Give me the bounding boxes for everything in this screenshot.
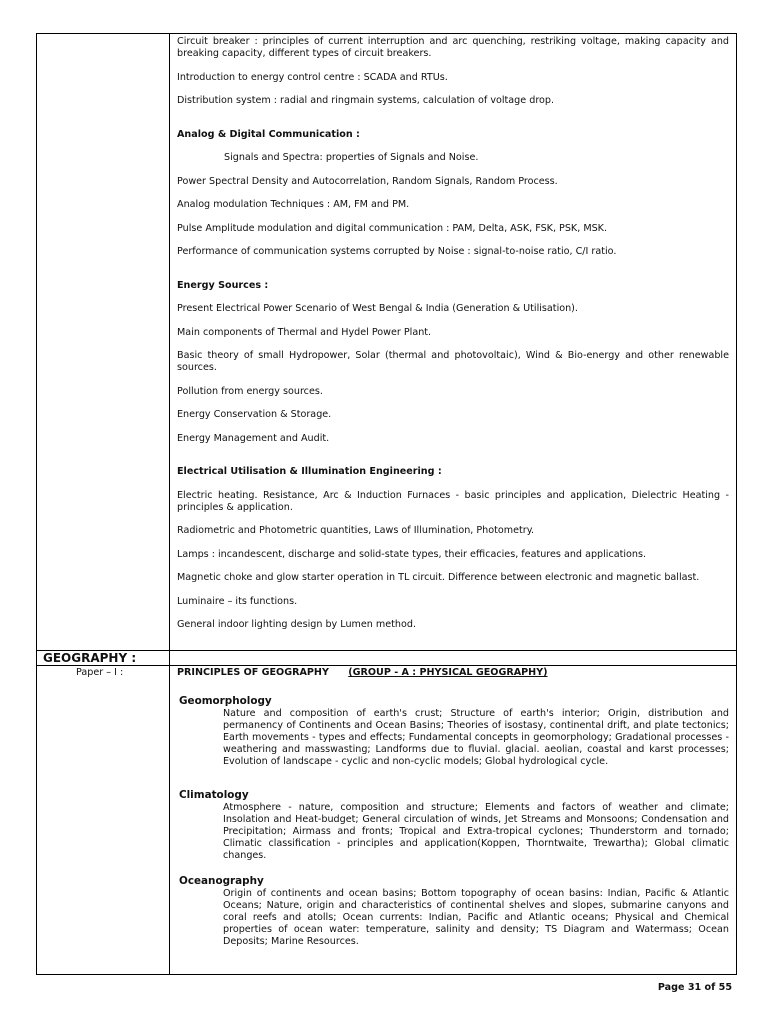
item-photometry: Radiometric and Photometric quantities, Laws of Illumination, Photometry. xyxy=(177,525,535,536)
item-signals: Signals and Spectra: properties of Signals and Noise. xyxy=(224,152,479,163)
item-psd: Power Spectral Density and Autocorrelation, Random Signals, Random Process. xyxy=(177,175,558,187)
climatology-body: Atmosphere - nature, composition and structure; Elements and factors of weather and climate; Insolation and Heat-budget; General circulation of winds, Jet Streams and Monsoons; Condensation and Precipitation; Airmass and fronts; Tropical and Extra-tropical cyclones; Thunderstorm and tornado; Climatic classification - principles and application(Koppen, Thorntwaite, Trewartha); Global climatic changes. xyxy=(223,802,729,861)
climatology-section xyxy=(177,789,729,862)
item-distribution: Distribution system : radial and ringmain systems, calculation of voltage drop. xyxy=(177,95,555,106)
item-management: Energy Management and Audit. xyxy=(177,432,330,444)
item-choke: Magnetic choke and glow starter operation in TL circuit. Difference between electronic and magnetic ballast. xyxy=(177,572,700,583)
row-divider-top xyxy=(36,650,737,651)
paper-title: PRINCIPLES OF GEOGRAPHY xyxy=(177,667,329,678)
geomorphology-section xyxy=(177,695,729,768)
item-renewables: Basic theory of small Hydropower, Solar (thermal and photovoltaic), Wind & Bio-energy and other renewable sources. xyxy=(177,350,729,373)
item-lumen-method: General indoor lighting design by Lumen method. xyxy=(177,619,417,630)
column-divider xyxy=(169,33,170,975)
item-luminaire: Luminaire – its functions. xyxy=(177,595,298,607)
item-power-scenario: Present Electrical Power Scenario of West Bengal & India (Generation & Utilisation). xyxy=(177,303,578,314)
climatology-title: Climatology xyxy=(179,789,249,801)
item-pollution: Pollution from energy sources. xyxy=(177,385,323,397)
item-noise: Performance of communication systems corrupted by Noise : signal-to-noise ratio, C/I ratio. xyxy=(177,246,617,257)
item-conservation: Energy Conservation & Storage. xyxy=(177,409,332,420)
geomorphology-title: Geomorphology xyxy=(179,695,272,707)
item-heating: Electric heating. Resistance, Arc & Induction Furnaces - basic principles and application, Dielectric Heating - principles & application. xyxy=(177,489,729,513)
item-lamps: Lamps : incandescent, discharge and solid-state types, their efficacies, features and applications. xyxy=(177,548,647,560)
electrical-syllabus-continued xyxy=(177,36,729,643)
section-title-analog: Analog & Digital Communication : xyxy=(177,128,360,140)
item-pulse-mod: Pulse Amplitude modulation and digital communication : PAM, Delta, ASK, FSK, PSK, MSK. xyxy=(177,222,608,234)
section-title-energy: Energy Sources : xyxy=(177,279,269,291)
page-number: Page 31 of 55 xyxy=(657,982,732,993)
section-title-utilisation: Electrical Utilisation & Illumination Engineering : xyxy=(177,466,442,477)
group-label: (GROUP - A : PHYSICAL GEOGRAPHY) xyxy=(348,667,548,678)
paper-label: Paper – I : xyxy=(76,667,124,678)
item-energy-control: Introduction to energy control centre : SCADA and RTUs. xyxy=(177,71,448,83)
oceanography-body: Origin of continents and ocean basins; Bottom topography of ocean basins: Indian, Pacific & Atlantic Oceans; Nature, origin and characteristics of continental shelves and slopes, submarine canyons and coral reefs and atolls; Ocean currents: Indian, Pacific and Atlantic oceans; Physical and Chemical properties of ocean water: temperature, salinity and density; TS Diagram and Watermass; Ocean Deposits; Marine Resources. xyxy=(223,888,729,947)
item-circuit-breaker: Circuit breaker : principles of current interruption and arc quenching, restriking voltage, making capacity and breaking capacity, different types of circuit breakers. xyxy=(177,36,729,59)
item-analog-mod: Analog modulation Techniques : AM, FM and PM. xyxy=(177,199,410,210)
oceanography-section xyxy=(177,875,729,948)
geography-heading: GEOGRAPHY : xyxy=(43,651,137,665)
geomorphology-body: Nature and composition of earth's crust; Structure of earth's interior; Origin, distribution and permanency of Continents and Ocean Basins; Theories of isostasy, continental drift, and plate tectonics; Earth movements - types and effects; Fundamental concepts in geomorphology; Gradational processes - weathering and masswasting; Landforms due to fluvial. glacial. aeolian, coastal and karst processes; Evolution of landscape - cyclic and non-cyclic models; Global hydrological cycle. xyxy=(223,708,729,767)
item-power-plant: Main components of Thermal and Hydel Power Plant. xyxy=(177,326,432,338)
paper-heading xyxy=(177,667,548,679)
row-divider-bottom xyxy=(36,665,737,666)
oceanography-title: Oceanography xyxy=(179,875,264,887)
